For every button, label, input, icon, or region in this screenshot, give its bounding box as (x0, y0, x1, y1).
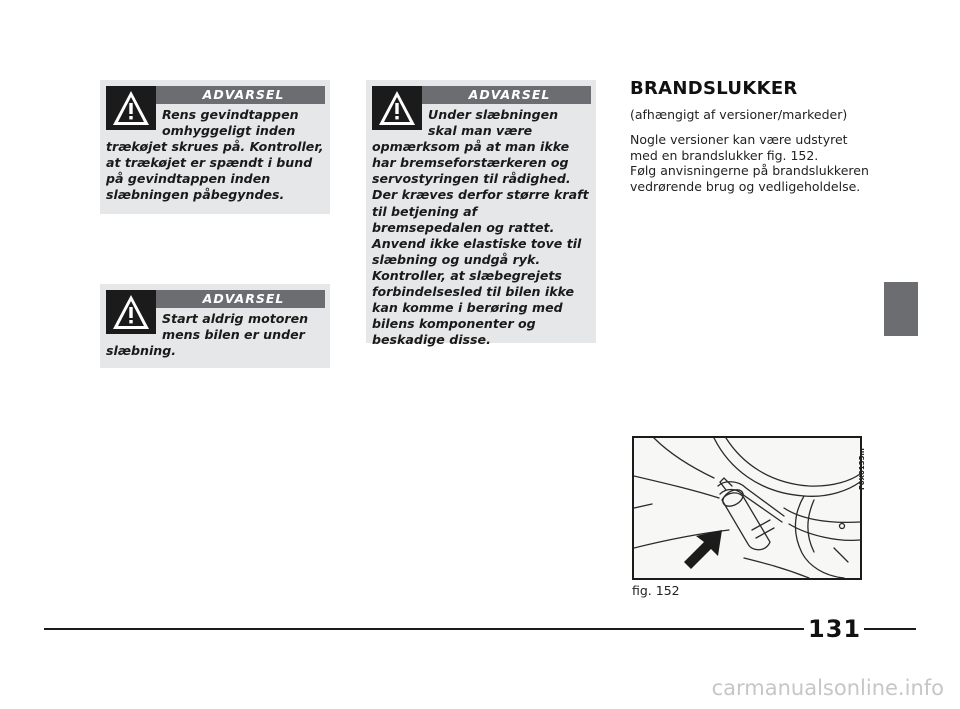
warning-text: Rens gevindtappen omhyggeligt inden trækøjet skrues på. Kontroller, at trækøjet er spændt i bund på gevindtappen inden slæbningen påbegyndes. (106, 107, 324, 203)
fire-extinguisher-illustration (634, 438, 860, 578)
warning-triangle-icon (106, 290, 156, 334)
watermark: carmanualsonline.info (711, 676, 944, 700)
section-title: BRANDSLUKKER (630, 78, 798, 99)
figure-caption: fig. 152 (632, 583, 680, 598)
warning-box-1 (100, 80, 330, 214)
footer-rule-right (864, 628, 916, 630)
warning-triangle-icon (106, 86, 156, 130)
warning-triangle-icon (372, 86, 422, 130)
section-subtitle: (afhængigt af versioner/markeder) (630, 107, 848, 122)
warning-box-3 (366, 80, 596, 348)
body-paragraph: Nogle versioner kan være udstyret med en brandslukker fig. 152. (630, 132, 848, 163)
warning-header: ADVARSEL (106, 290, 325, 308)
footer-rule-left (44, 628, 804, 630)
figure-code: F0X0135m (858, 448, 866, 490)
warning-header: ADVARSEL (372, 86, 591, 104)
page-number: 131 (808, 615, 862, 643)
chapter-tab (884, 282, 918, 336)
figure-illustration (632, 436, 862, 580)
body-paragraph: Følg anvisningerne på brandslukkeren vedrørende brug og vedligeholdelse. (630, 163, 869, 194)
warning-text: Under slæbningen skal man være opmærksom på at man ikke har bremseforstærkeren og servostyringen til rådighed. Der kræves derfor større kraft til betjening af bremsepedalen og rattet. Anvend ikke elastiske tove til slæbning og undgå ryk. Kontroller, at slæbegrejets forbindelsesled til bilen ikke kan komme i berøring med bilens komponenter og beskadige disse. (372, 107, 589, 348)
section-body (630, 132, 870, 194)
warning-text: Start aldrig motoren mens bilen er under slæbning. (106, 311, 309, 359)
warning-box-2 (100, 284, 330, 368)
warning-header: ADVARSEL (106, 86, 325, 104)
